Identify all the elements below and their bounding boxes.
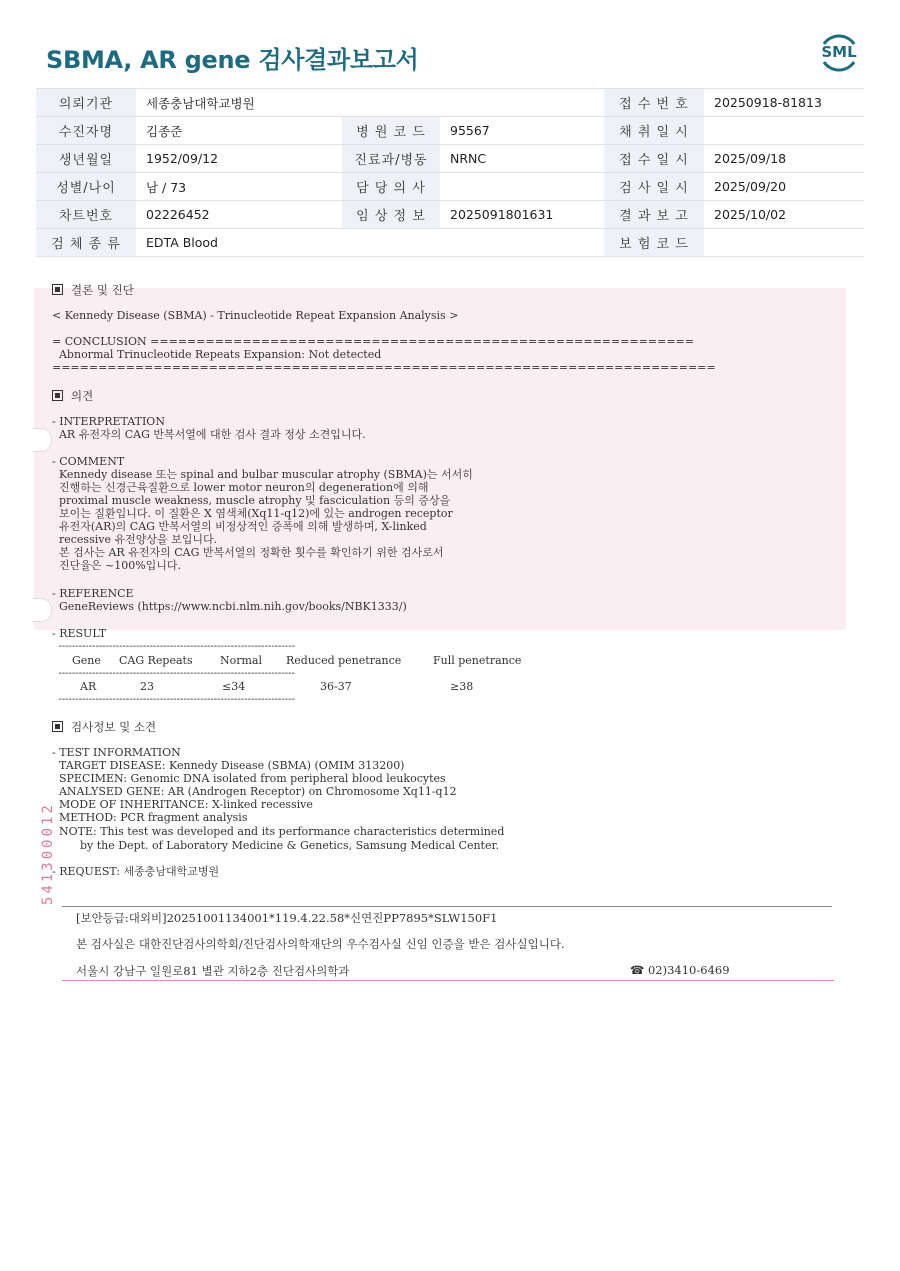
comment-line: recessive 유전양상을 보입니다. xyxy=(52,533,218,546)
serial-number: 541300012 xyxy=(40,802,56,905)
result-gene: AR xyxy=(80,680,97,693)
label-insurance-code: 보 험 코 드 xyxy=(604,229,704,257)
section-opinion-heading: 의견 xyxy=(52,388,93,404)
page-title: SBMA, AR gene 검사결과보고서 xyxy=(46,46,419,74)
result-col-cag: CAG Repeats xyxy=(119,654,193,667)
report-date-value: 2025/10/02 xyxy=(704,201,864,229)
comment-line: 유전자(AR)의 CAG 반복서열의 비정상적인 증폭에 의해 발생하며, X-linked xyxy=(52,520,427,533)
testinfo-line: TARGET DISEASE: Kennedy Disease (SBMA) (OMIM 313200) xyxy=(52,759,405,772)
comment-line: proximal muscle weakness, muscle atrophy 및 fasciculation 등의 증상을 xyxy=(52,494,451,507)
square-bullet-icon xyxy=(52,284,63,295)
specimen-type-value: EDTA Blood xyxy=(136,229,604,257)
result-header: - RESULT xyxy=(52,627,107,640)
section-conclusion-heading: 결론 및 진단 xyxy=(52,282,134,298)
requesting-org-value: 세종충남대학교병원 xyxy=(136,89,604,117)
label-report-date: 결 과 보 고 xyxy=(604,201,704,229)
testinfo-line: METHOD: PCR fragment analysis xyxy=(52,811,248,824)
square-bullet-icon xyxy=(52,390,63,401)
info-row xyxy=(36,201,864,229)
security-line: [보안등급:대외비]20251001134001*119.4.22.58*신연진PP7895*SLW150F1 xyxy=(76,911,498,925)
insurance-code-value xyxy=(704,229,864,257)
sex-age-value: 남 / 73 xyxy=(136,173,342,201)
physician-value xyxy=(440,173,604,201)
label-hospital-code: 병 원 코 드 xyxy=(342,117,440,145)
label-birth-date: 생년월일 xyxy=(36,145,136,173)
result-reduced: 36-37 xyxy=(320,680,352,693)
label-requesting-org: 의뢰기관 xyxy=(36,89,136,117)
label-clinical-info: 임 상 정 보 xyxy=(342,201,440,229)
conclusion-footer: ======================================================================== xyxy=(52,361,716,374)
label-physician: 담 당 의 사 xyxy=(342,173,440,201)
info-row xyxy=(36,229,864,257)
footer-rule xyxy=(62,980,834,981)
collection-date-value xyxy=(704,117,864,145)
interpretation-header: - INTERPRETATION xyxy=(52,415,165,428)
testinfo-line: NOTE: This test was developed and its performance characteristics determined xyxy=(52,825,505,838)
test-name: < Kennedy Disease (SBMA) - Trinucleotide Repeat Expansion Analysis > xyxy=(52,309,459,322)
comment-line: 진단율은 ~100%입니다. xyxy=(52,559,182,572)
patient-name-value: 김종준 xyxy=(136,117,342,145)
department-value: NRNC xyxy=(440,145,604,173)
label-chart-number: 차트번호 xyxy=(36,201,136,229)
info-row xyxy=(36,89,864,117)
result-divider: ---------------------------------------------------------------------- xyxy=(52,668,295,679)
conclusion-text: Abnormal Trinucleotide Repeats Expansion: Not detected xyxy=(52,348,382,361)
sml-logo xyxy=(816,30,862,76)
info-row xyxy=(36,145,864,173)
receipt-date-value: 2025/09/18 xyxy=(704,145,864,173)
label-receipt-number: 접 수 번 호 xyxy=(604,89,704,117)
testinfo-line: by the Dept. of Laboratory Medicine & Genetics, Samsung Medical Center. xyxy=(52,839,500,852)
label-test-date: 검 사 일 시 xyxy=(604,173,704,201)
testinfo-line: ANALYSED GENE: AR (Androgen Receptor) on Chromosome Xq11-q12 xyxy=(52,785,457,798)
result-col-gene: Gene xyxy=(72,654,101,667)
interpretation-text: AR 유전자의 CAG 반복서열에 대한 검사 결과 정상 소견입니다. xyxy=(52,428,366,441)
label-department: 진료과/병동 xyxy=(342,145,440,173)
certification-text: 본 검사실은 대한진단검사의학회/진단검사의학재단의 우수검사실 신임 인증을 받은 검사실입니다. xyxy=(76,937,565,951)
comment-line: 본 검사는 AR 유전자의 CAG 반복서열의 정확한 횟수를 확인하기 위한 검사로서 xyxy=(52,546,444,559)
birth-date-value: 1952/09/12 xyxy=(136,145,342,173)
info-row xyxy=(36,173,864,201)
testinfo-line: MODE OF INHERITANCE: X-linked recessive xyxy=(52,798,313,811)
result-divider: ---------------------------------------------------------------------- xyxy=(52,641,295,652)
test-date-value: 2025/09/20 xyxy=(704,173,864,201)
conclusion-header: = CONCLUSION =========================================================== xyxy=(52,335,694,348)
punch-hole xyxy=(33,428,52,452)
request-text: - REQUEST: 세종충남대학교병원 xyxy=(52,865,220,878)
result-divider: ---------------------------------------------------------------------- xyxy=(52,694,295,705)
patient-info-table xyxy=(36,88,864,257)
label-receipt-date: 접 수 일 시 xyxy=(604,145,704,173)
result-full: ≥38 xyxy=(450,680,474,693)
result-col-full: Full penetrance xyxy=(433,654,522,667)
receipt-number-value: 20250918-81813 xyxy=(704,89,864,117)
clinical-info-value: 2025091801631 xyxy=(440,201,604,229)
testinfo-line: - TEST INFORMATION xyxy=(52,746,181,759)
result-col-reduced: Reduced penetrance xyxy=(286,654,402,667)
comment-line: Kennedy disease 또는 spinal and bulbar muscular atrophy (SBMA)는 서서히 xyxy=(52,468,473,481)
footer-divider xyxy=(62,906,832,907)
reference-text: GeneReviews (https://www.ncbi.nlm.nih.gov/books/NBK1333/) xyxy=(52,600,407,613)
chart-number-value: 02226452 xyxy=(136,201,342,229)
label-sex-age: 성별/나이 xyxy=(36,173,136,201)
result-normal: ≤34 xyxy=(222,680,246,693)
punch-hole xyxy=(33,598,52,622)
lab-address: 서울시 강남구 일원로81 별관 지하2층 진단검사의학과 xyxy=(76,964,350,978)
comment-line: 보이는 질환입니다. 이 질환은 X 염색체(Xq11-q12)에 있는 androgen receptor xyxy=(52,507,453,520)
section-testinfo-heading: 검사정보 및 소견 xyxy=(52,719,156,735)
label-collection-date: 채 취 일 시 xyxy=(604,117,704,145)
hospital-code-value: 95567 xyxy=(440,117,604,145)
reference-header: - REFERENCE xyxy=(52,587,134,600)
testinfo-line: SPECIMEN: Genomic DNA isolated from peripheral blood leukocytes xyxy=(52,772,446,785)
result-cag: 23 xyxy=(140,680,154,693)
square-bullet-icon xyxy=(52,721,63,732)
lab-phone: ☎ 02)3410-6469 xyxy=(630,963,730,977)
result-col-normal: Normal xyxy=(220,654,263,667)
label-specimen-type: 검 체 종 류 xyxy=(36,229,136,257)
comment-header: - COMMENT xyxy=(52,455,125,468)
logo-text: SML xyxy=(821,43,857,61)
comment-line: 진행하는 신경근육질환으로 lower motor neuron의 degeneration에 의해 xyxy=(52,481,429,494)
info-row xyxy=(36,117,864,145)
label-patient-name: 수진자명 xyxy=(36,117,136,145)
